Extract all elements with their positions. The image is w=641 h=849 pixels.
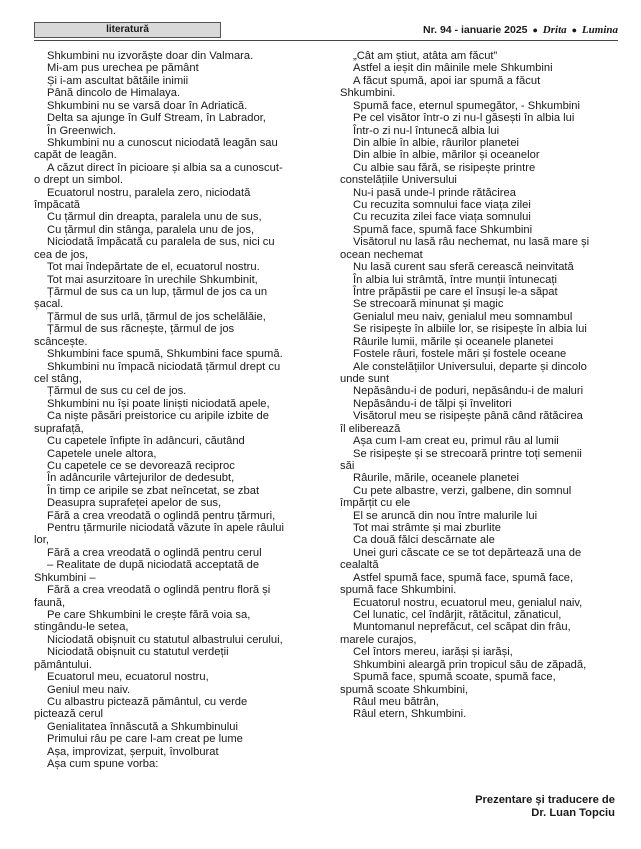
poem-line: cealaltă bbox=[340, 559, 379, 572]
poem-line: Mi-am pus urechea pe pământ bbox=[47, 62, 199, 75]
poem-line: ocean nechemat bbox=[340, 248, 423, 261]
poem-line: Fără a crea vreodată o oglindă pentru țărmuri, bbox=[47, 509, 276, 522]
poem-line: Țărmul de sus ca un lup, țărmul de jos ca un bbox=[47, 286, 268, 299]
poem-line: scâncește. bbox=[34, 335, 88, 348]
poem-line: Ecuatorul meu, ecuatorul nostru, bbox=[47, 671, 209, 684]
poem-line: lor, bbox=[34, 534, 49, 547]
poem-line: A făcut spumă, apoi iar spumă a făcut bbox=[353, 74, 541, 87]
poem-line: Tot mai asurzitoare în urechile Shkumbinit, bbox=[47, 273, 258, 286]
poem-line: Tot mai îndepărtate de el, ecuatorul nostru. bbox=[47, 261, 260, 274]
poem-line: faună, bbox=[34, 596, 66, 609]
poem-line: Râurile, mările, oceanele planetei bbox=[353, 472, 520, 485]
poem-line: Așa cum spune vorba: bbox=[47, 758, 159, 771]
poem-line: Spumă face, spumă face Shkumbini bbox=[353, 223, 533, 236]
poem-line: Niciodată obișnuit cu statutul albastrului cerului, bbox=[47, 633, 283, 646]
poem-line: Cu țărmul din stânga, paralela unu de jos, bbox=[47, 223, 255, 236]
poem-line: constelățiile Universului bbox=[340, 174, 457, 187]
poem-line: pictează cerul bbox=[34, 708, 104, 721]
poem-line: Pe care Shkumbini le crește fără voia sa, bbox=[47, 608, 251, 621]
poem-line: Nepăsându-i de tălpi și învelitori bbox=[353, 397, 512, 410]
poem-line: Shkumbini nu a cunoscut niciodată leagăn sau bbox=[47, 136, 278, 149]
poem-line: Astfel spumă face, spumă face, spumă face, bbox=[353, 571, 574, 584]
poem-line: Râurile lumii, mările și oceanele planetei bbox=[353, 335, 554, 348]
poem-line: Pentru țărmurile niciodată văzute în apele râului bbox=[47, 522, 284, 535]
poem-line: „Cât am știut, atâta am făcut” bbox=[353, 50, 498, 62]
poem-line: marele curajos, bbox=[340, 633, 417, 646]
poem-line: În adâncurile vârtejurilor de dedesubt, bbox=[47, 472, 235, 485]
poem-line: pământului. bbox=[34, 658, 92, 671]
poem-column-left bbox=[34, 50, 310, 770]
section-label: literatură bbox=[34, 22, 221, 38]
poem-line: capăt de leagăn. bbox=[34, 149, 117, 162]
poem-line: Se risipește și se strecoară printre toți semenii bbox=[353, 447, 582, 460]
page-header bbox=[34, 22, 618, 40]
poem-line: Țărmul de sus răcnește, țărmul de jos bbox=[47, 323, 235, 336]
poem-line: Astfel a ieșit din mâinile mele Shkumbini bbox=[353, 62, 553, 75]
separator-dot: ● bbox=[532, 25, 538, 35]
poem-line: El se aruncă din nou între malurile lui bbox=[353, 509, 538, 522]
poem-line: Niciodată obișnuit cu statutul verdeții bbox=[47, 646, 229, 659]
publication-name-lumina: Lumina bbox=[581, 24, 618, 36]
poem-line: Cu țărmul din dreapta, paralela unu de sus, bbox=[47, 211, 262, 224]
poem-line: Ecuatorul nostru, ecuatorul meu, genialul naiv, bbox=[353, 596, 583, 609]
poem-line: Capetele unele altora, bbox=[47, 447, 157, 460]
poem-line: Visătorul nu lasă râu nechemat, nu lasă mare și bbox=[353, 236, 590, 249]
poem-line: cea de jos, bbox=[34, 248, 89, 261]
poem-line: Din albie în albie, mărilor și oceanelor bbox=[353, 149, 540, 162]
poem-line: Din albie în albie, râurilor planetei bbox=[353, 136, 520, 149]
poem-line: Cu recuzita zilei face viața somnului bbox=[353, 211, 531, 224]
poem-line: Shkumbini – bbox=[34, 571, 96, 584]
translator-credit bbox=[475, 794, 615, 820]
poem-line: șacal. bbox=[34, 298, 64, 311]
issue-number: Nr. 94 - ianuarie 2025 bbox=[423, 24, 528, 36]
poem-line: Până dincolo de Himalaya. bbox=[47, 87, 181, 100]
poem-line: Spumă face, eternul spumegător, - Shkumbini bbox=[353, 99, 580, 112]
poem-line: Primului râu pe care l-am creat pe lume bbox=[47, 733, 243, 746]
poem-line: Unei guri căscate ce se tot depărtează una de bbox=[353, 546, 582, 559]
poem-line: Shkumbini nu izvorăște doar din Valmara. bbox=[47, 50, 254, 62]
poem-line: îl eliberează bbox=[340, 422, 401, 435]
poem-line: Fără a crea vreodată o oglindă pentru cerul bbox=[47, 546, 262, 559]
poem-line: Așa cum l-am creat eu, primul râu al lumii bbox=[353, 435, 559, 448]
header-rule bbox=[34, 40, 618, 41]
poem-line: unde sunt bbox=[340, 372, 390, 385]
poem-line: Shkumbini nu se varsă doar în Adriatică. bbox=[47, 99, 248, 112]
poem-line: Shkumbini nu împacă niciodată țărmul drept cu bbox=[47, 360, 281, 373]
poem-line: Se strecoară minunat și magic bbox=[353, 298, 504, 311]
poem-line: Cu capetele înfipte în adâncuri, căutând bbox=[47, 435, 245, 448]
poem-line: spumă scoate Shkumbini, bbox=[340, 683, 469, 696]
poem-line: Țărmul de sus cu cel de jos. bbox=[47, 385, 187, 398]
poem-line: Genialitatea înnăscută a Shkumbinului bbox=[47, 720, 238, 733]
credit-name: Dr. Luan Topciu bbox=[531, 807, 615, 819]
poem-line: – Realitate de după niciodată acceptată de bbox=[47, 559, 260, 572]
poem-line: În Greenwich. bbox=[47, 124, 117, 137]
poem-line: Cu albie sau fără, se risipește printre bbox=[353, 161, 536, 174]
poem-line: Râul etern, Shkumbini. bbox=[353, 708, 467, 721]
poem-line: Ecuatorul nostru, paralela zero, niciodată bbox=[47, 186, 251, 199]
poem-line: Shkumbini face spumă, Shkumbini face spumă. bbox=[47, 348, 283, 361]
poem-line: Cel lunatic, cel îndârjit, rătăcitul, zănaticul, bbox=[353, 608, 562, 621]
poem-line: Cu albastru pictează pământul, cu verde bbox=[47, 695, 248, 708]
poem-line: Și i-am ascultat bătăile inimii bbox=[47, 74, 189, 87]
publication-name-drita: Drita bbox=[542, 24, 567, 36]
poem-line: Cu capetele ce se devorează reciproc bbox=[47, 459, 235, 472]
poem-line: Shkumbini. bbox=[340, 87, 396, 100]
poem-line: Râul meu bătrân, bbox=[353, 695, 439, 708]
poem-line: Cu recuzita somnului face viața zilei bbox=[353, 199, 531, 212]
poem-line: În timp ce aripile se zbat neîncetat, se zbat bbox=[47, 484, 260, 497]
poem-line: Shkumbini nu își poate liniști niciodată apele, bbox=[47, 397, 270, 410]
poem-line: Niciodată împăcată cu paralela de sus, nici cu bbox=[47, 236, 275, 249]
poem-line: Ca niște păsări preistorice cu aripile izbite de bbox=[47, 410, 269, 423]
poem-line: săi bbox=[340, 459, 355, 472]
poem-line: Ca două fălci descărnate ale bbox=[353, 534, 495, 547]
poem-line: Deasupra suprafeței apelor de sus, bbox=[47, 497, 222, 510]
poem-line: spumă face Shkumbini. bbox=[340, 584, 457, 597]
poem-line: Țărmul de sus urlă, țărmul de jos schelălăie, bbox=[47, 310, 266, 323]
poem-line: Shkumbini aleargă prin tropicul său de zăpadă, bbox=[353, 658, 587, 671]
poem-line: Nepăsându-i de poduri, nepăsându-i de maluri bbox=[353, 385, 584, 398]
poem-line: împăcată bbox=[34, 199, 81, 212]
poem-line: Pe cel visător într-o zi nu-l găsești în albia lui bbox=[353, 112, 575, 125]
poem-line: Între prăpăstii pe care el însuși le-a săpat bbox=[353, 286, 558, 299]
poem-line: Tot mai strâmte și mai zburlite bbox=[353, 522, 501, 535]
poem-line: Genialul meu naiv, genialul meu somnambul bbox=[353, 310, 573, 323]
poem-line: Visătorul meu se risipește până când rătăcirea bbox=[353, 410, 583, 423]
poem-line: cel stâng, bbox=[34, 372, 82, 385]
poem-line: Cu pete albastre, verzi, galbene, din somnul bbox=[353, 484, 572, 497]
poem-line: stingându-le setea, bbox=[34, 621, 129, 634]
poem-line: A căzut direct în picioare și albia sa a cunoscut- bbox=[47, 161, 283, 174]
poem-line: o drept un simbol. bbox=[34, 174, 123, 187]
poem-line: Nu lasă curent sau sferă cerească neinvitată bbox=[353, 261, 574, 274]
poem-line: Fostele râuri, fostele mări și fostele oceane bbox=[353, 348, 567, 361]
credit-line: Prezentare și traducere de bbox=[475, 794, 615, 806]
poem-line: Spumă face, spumă scoate, spumă face, bbox=[353, 671, 556, 684]
poem-line: Nu-i pasă unde-l prinde rătăcirea bbox=[353, 186, 516, 199]
poem-line: Într-o zi nu-l întunecă albia lui bbox=[353, 124, 500, 137]
poem-line: Fără a crea vreodată o oglindă pentru floră și bbox=[47, 584, 271, 597]
poem-line: Se risipește în albiile lor, se risipește în albia lui bbox=[353, 323, 587, 336]
poem-line: Ale constelățiilor Universului, departe și dincolo bbox=[353, 360, 587, 373]
poem-column-right bbox=[340, 50, 621, 721]
poem-line: Cel întors mereu, iarăși și iarăși, bbox=[353, 646, 513, 659]
poem-line: Geniul meu naiv. bbox=[47, 683, 131, 696]
poem-line: Muntomanul neprefăcut, cel scăpat din frâu, bbox=[353, 621, 571, 634]
issue-info bbox=[423, 24, 618, 36]
poem-line: Delta sa ajunge în Gulf Stream, în Labrador, bbox=[47, 112, 266, 125]
poem-line: împărțit cu ele bbox=[340, 497, 411, 510]
separator-dot: ● bbox=[571, 25, 577, 35]
poem-line: suprafață, bbox=[34, 422, 84, 435]
poem-line: În albia lui strâmtă, între munții întunecați bbox=[353, 273, 557, 286]
poem-line: Așa, improvizat, șerpuit, învolburat bbox=[47, 745, 219, 758]
